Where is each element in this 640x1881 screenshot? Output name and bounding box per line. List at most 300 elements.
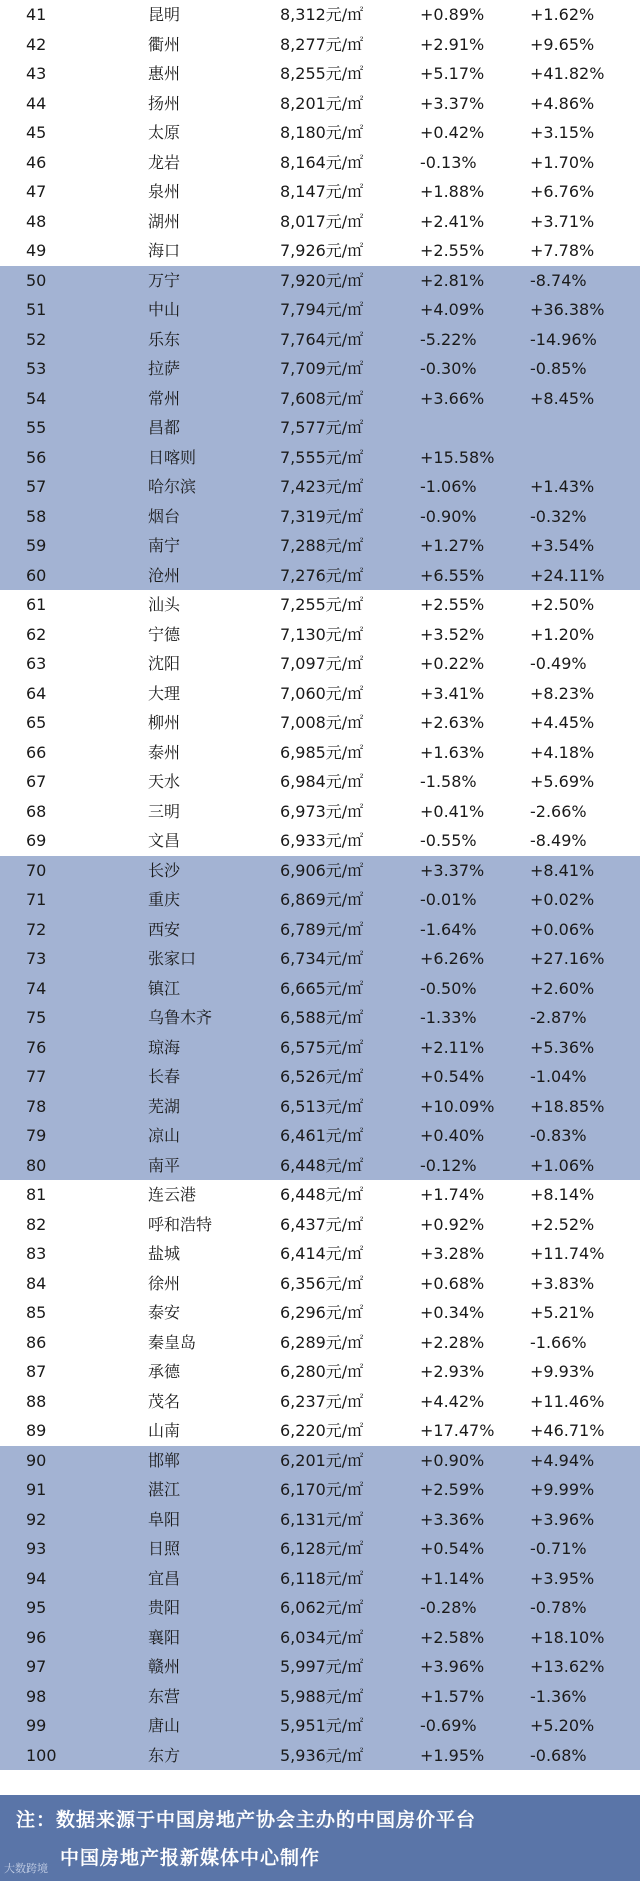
city-cell: 泰州 xyxy=(148,742,181,762)
table-row xyxy=(0,472,640,502)
table-row xyxy=(0,59,640,89)
city-cell: 连云港 xyxy=(148,1185,197,1204)
month-change-cell: +2.63% xyxy=(420,713,485,732)
month-change-cell: +1.74% xyxy=(420,1185,485,1204)
year-change-cell: +4.86% xyxy=(530,93,595,113)
year-change-cell: +46.71% xyxy=(530,1421,605,1440)
month-change-cell: -0.55% xyxy=(420,831,477,850)
year-change-cell: +36.38% xyxy=(530,300,605,319)
table-row xyxy=(0,413,640,443)
month-change-cell: +2.55% xyxy=(420,595,485,614)
price-cell: 6,869元/㎡ xyxy=(280,890,364,909)
table-row xyxy=(0,1121,640,1151)
month-change-cell: -0.90% xyxy=(420,506,477,526)
city-cell: 西安 xyxy=(148,919,181,939)
year-change-cell: +5.36% xyxy=(530,1037,595,1057)
city-cell: 唐山 xyxy=(148,1716,181,1735)
year-change-cell: -14.96% xyxy=(530,329,597,349)
rank-cell: 65 xyxy=(26,713,47,732)
year-change-cell: +4.94% xyxy=(530,1450,595,1470)
table-row xyxy=(0,1475,640,1505)
price-cell: 6,237元/㎡ xyxy=(280,1391,364,1411)
month-change-cell: +3.96% xyxy=(420,1657,485,1676)
price-cell: 6,448元/㎡ xyxy=(280,1155,364,1175)
month-change-cell: -1.06% xyxy=(420,477,477,496)
price-cell: 7,794元/㎡ xyxy=(280,300,364,319)
month-change-cell: +3.52% xyxy=(420,624,485,644)
year-change-cell: +11.74% xyxy=(530,1244,605,1263)
city-cell: 龙岩 xyxy=(148,152,181,172)
price-cell: 6,131元/㎡ xyxy=(280,1509,364,1529)
table-row xyxy=(0,1534,640,1564)
price-cell: 7,423元/㎡ xyxy=(280,477,364,496)
city-cell: 长沙 xyxy=(148,860,181,880)
table-row xyxy=(0,0,640,30)
month-change-cell: +6.26% xyxy=(420,949,485,968)
source-note: 注：数据来源于中国房地产协会主办的中国房价平台 xyxy=(16,1809,477,1831)
city-cell: 阜阳 xyxy=(148,1509,181,1529)
city-cell: 日喀则 xyxy=(148,447,197,467)
city-cell: 昆明 xyxy=(148,5,181,24)
month-change-cell: -0.69% xyxy=(420,1716,477,1735)
month-change-cell: -0.12% xyxy=(420,1155,477,1175)
city-cell: 汕头 xyxy=(148,595,181,614)
rank-cell: 87 xyxy=(26,1362,47,1381)
month-change-cell: -0.30% xyxy=(420,359,477,378)
price-cell: 7,555元/㎡ xyxy=(280,447,364,467)
city-cell: 湛江 xyxy=(148,1480,181,1499)
city-cell: 宜昌 xyxy=(148,1568,181,1588)
price-cell: 6,665元/㎡ xyxy=(280,978,364,998)
year-change-cell: +13.62% xyxy=(530,1657,605,1676)
price-cell: 8,180元/㎡ xyxy=(280,123,364,142)
year-change-cell: +1.20% xyxy=(530,624,595,644)
table-row xyxy=(0,1328,640,1358)
table-row xyxy=(0,649,640,679)
month-change-cell: +6.55% xyxy=(420,565,485,585)
price-cell: 6,062元/㎡ xyxy=(280,1598,364,1617)
watermark: 大数跨境 xyxy=(4,1862,48,1875)
rank-cell: 60 xyxy=(26,565,47,585)
price-cell: 6,906元/㎡ xyxy=(280,860,364,880)
rank-cell: 45 xyxy=(26,123,47,142)
price-cell: 5,936元/㎡ xyxy=(280,1745,364,1765)
city-cell: 长春 xyxy=(148,1067,181,1086)
price-cell: 7,319元/㎡ xyxy=(280,506,364,526)
month-change-cell: +0.42% xyxy=(420,123,485,142)
price-cell: 6,220元/㎡ xyxy=(280,1421,364,1440)
price-cell: 6,575元/㎡ xyxy=(280,1037,364,1057)
city-cell: 凉山 xyxy=(148,1126,181,1145)
rank-cell: 77 xyxy=(26,1067,47,1086)
city-cell: 赣州 xyxy=(148,1657,181,1676)
price-cell: 7,008元/㎡ xyxy=(280,713,364,732)
month-change-cell: -1.33% xyxy=(420,1008,477,1027)
year-change-cell: +18.10% xyxy=(530,1627,605,1647)
rank-cell: 67 xyxy=(26,772,47,791)
price-cell: 7,097元/㎡ xyxy=(280,654,364,673)
table-row xyxy=(0,826,640,856)
rank-cell: 94 xyxy=(26,1568,47,1588)
year-change-cell: -0.83% xyxy=(530,1126,587,1145)
month-change-cell: -1.64% xyxy=(420,919,477,939)
table-row xyxy=(0,1151,640,1181)
rank-cell: 100 xyxy=(26,1745,57,1765)
year-change-cell: -0.49% xyxy=(530,654,587,673)
year-change-cell: +1.62% xyxy=(530,5,595,24)
year-change-cell: -2.87% xyxy=(530,1008,587,1027)
table-row xyxy=(0,295,640,325)
table-row xyxy=(0,708,640,738)
price-cell: 7,130元/㎡ xyxy=(280,624,364,644)
price-cell: 6,437元/㎡ xyxy=(280,1214,364,1234)
city-cell: 衢州 xyxy=(148,34,181,54)
city-cell: 盐城 xyxy=(148,1244,181,1263)
price-cell: 6,588元/㎡ xyxy=(280,1008,364,1027)
table-row xyxy=(0,207,640,237)
year-change-cell: +3.96% xyxy=(530,1509,595,1529)
city-cell: 东方 xyxy=(148,1745,181,1765)
table-row xyxy=(0,236,640,266)
month-change-cell: +2.55% xyxy=(420,241,485,260)
rank-cell: 44 xyxy=(26,93,47,113)
city-cell: 海口 xyxy=(148,241,181,260)
month-change-cell: +2.59% xyxy=(420,1480,485,1499)
table-row xyxy=(0,1180,640,1210)
month-change-cell: +3.28% xyxy=(420,1244,485,1263)
price-cell: 5,951元/㎡ xyxy=(280,1716,364,1735)
rank-cell: 72 xyxy=(26,919,47,939)
rank-cell: 56 xyxy=(26,447,47,467)
city-cell: 秦皇岛 xyxy=(148,1332,197,1352)
table-row xyxy=(0,1239,640,1269)
city-cell: 昌都 xyxy=(148,418,181,437)
price-cell: 8,255元/㎡ xyxy=(280,64,364,83)
city-cell: 茂名 xyxy=(148,1391,181,1411)
rank-cell: 74 xyxy=(26,978,47,998)
table-row xyxy=(0,738,640,768)
price-cell: 7,764元/㎡ xyxy=(280,329,364,349)
table-row xyxy=(0,30,640,60)
city-cell: 湖州 xyxy=(148,211,181,231)
price-cell: 6,984元/㎡ xyxy=(280,772,364,791)
month-change-cell: -0.01% xyxy=(420,890,477,909)
city-cell: 常州 xyxy=(148,388,181,408)
rank-cell: 63 xyxy=(26,654,47,673)
table-row xyxy=(0,531,640,561)
city-cell: 泉州 xyxy=(148,182,181,201)
rank-cell: 71 xyxy=(26,890,47,909)
table-row xyxy=(0,944,640,974)
price-cell: 6,128元/㎡ xyxy=(280,1539,364,1558)
rank-cell: 49 xyxy=(26,241,47,260)
city-cell: 山南 xyxy=(148,1421,181,1440)
month-change-cell: +15.58% xyxy=(420,447,495,467)
year-change-cell: +11.46% xyxy=(530,1391,605,1411)
table-row xyxy=(0,1623,640,1653)
city-cell: 文昌 xyxy=(148,831,181,850)
rank-cell: 50 xyxy=(26,270,47,290)
month-change-cell: +2.41% xyxy=(420,211,485,231)
price-cell: 6,296元/㎡ xyxy=(280,1303,364,1322)
city-cell: 天水 xyxy=(148,772,181,791)
rank-cell: 93 xyxy=(26,1539,47,1558)
price-cell: 6,513元/㎡ xyxy=(280,1096,364,1116)
price-cell: 8,147元/㎡ xyxy=(280,182,364,201)
month-change-cell: +2.58% xyxy=(420,1627,485,1647)
table-row xyxy=(0,443,640,473)
year-change-cell: +7.78% xyxy=(530,241,595,260)
rank-cell: 99 xyxy=(26,1716,47,1735)
rank-cell: 69 xyxy=(26,831,47,850)
rank-cell: 54 xyxy=(26,388,47,408)
year-change-cell: -1.66% xyxy=(530,1332,587,1352)
month-change-cell: +3.41% xyxy=(420,683,485,703)
rank-cell: 70 xyxy=(26,860,47,880)
price-cell: 6,933元/㎡ xyxy=(280,831,364,850)
rank-cell: 52 xyxy=(26,329,47,349)
year-change-cell: +9.99% xyxy=(530,1480,595,1499)
year-change-cell: -0.68% xyxy=(530,1745,587,1765)
table-row xyxy=(0,1416,640,1446)
price-cell: 7,276元/㎡ xyxy=(280,565,364,585)
table-row xyxy=(0,1033,640,1063)
year-change-cell: +1.70% xyxy=(530,152,595,172)
price-cell: 7,926元/㎡ xyxy=(280,241,364,260)
month-change-cell: +0.54% xyxy=(420,1539,485,1558)
month-change-cell: -0.13% xyxy=(420,152,477,172)
price-cell: 6,414元/㎡ xyxy=(280,1244,364,1263)
source-note-footer xyxy=(0,1795,640,1881)
year-change-cell: +9.93% xyxy=(530,1362,595,1381)
rank-cell: 78 xyxy=(26,1096,47,1116)
price-cell: 8,017元/㎡ xyxy=(280,211,364,231)
year-change-cell: +8.45% xyxy=(530,388,595,408)
month-change-cell: +3.66% xyxy=(420,388,485,408)
price-cell: 6,985元/㎡ xyxy=(280,742,364,762)
month-change-cell: +1.27% xyxy=(420,536,485,555)
year-change-cell: +27.16% xyxy=(530,949,605,968)
city-cell: 泰安 xyxy=(148,1303,181,1322)
month-change-cell: +5.17% xyxy=(420,64,485,83)
year-change-cell: +2.52% xyxy=(530,1214,595,1234)
price-cell: 6,789元/㎡ xyxy=(280,919,364,939)
rank-cell: 96 xyxy=(26,1627,47,1647)
year-change-cell: -0.78% xyxy=(530,1598,587,1617)
rank-cell: 88 xyxy=(26,1391,47,1411)
city-cell: 扬州 xyxy=(148,93,181,113)
year-change-cell: +8.41% xyxy=(530,860,595,880)
year-change-cell: +3.54% xyxy=(530,536,595,555)
price-cell: 7,060元/㎡ xyxy=(280,683,364,703)
month-change-cell: +0.90% xyxy=(420,1450,485,1470)
city-cell: 乌鲁木齐 xyxy=(148,1008,213,1027)
month-change-cell: +2.11% xyxy=(420,1037,485,1057)
table-row xyxy=(0,561,640,591)
rank-cell: 97 xyxy=(26,1657,47,1676)
city-cell: 南平 xyxy=(148,1155,181,1175)
month-change-cell: -0.50% xyxy=(420,978,477,998)
month-change-cell: +0.41% xyxy=(420,801,485,821)
rank-cell: 81 xyxy=(26,1185,47,1204)
table-row xyxy=(0,1062,640,1092)
rank-cell: 90 xyxy=(26,1450,47,1470)
city-cell: 襄阳 xyxy=(148,1627,181,1647)
year-change-cell: +1.43% xyxy=(530,477,595,496)
rank-cell: 43 xyxy=(26,64,47,83)
rank-cell: 75 xyxy=(26,1008,47,1027)
year-change-cell: +5.21% xyxy=(530,1303,595,1322)
month-change-cell: +0.34% xyxy=(420,1303,485,1322)
rank-cell: 98 xyxy=(26,1686,47,1706)
price-cell: 6,461元/㎡ xyxy=(280,1126,364,1145)
city-cell: 拉萨 xyxy=(148,359,181,378)
rank-cell: 66 xyxy=(26,742,47,762)
rank-cell: 48 xyxy=(26,211,47,231)
table-row xyxy=(0,885,640,915)
rank-cell: 76 xyxy=(26,1037,47,1057)
month-change-cell: +1.63% xyxy=(420,742,485,762)
city-cell: 芜湖 xyxy=(148,1096,181,1116)
table-row xyxy=(0,767,640,797)
city-cell: 柳州 xyxy=(148,713,181,732)
year-change-cell: +6.76% xyxy=(530,182,595,201)
table-row xyxy=(0,118,640,148)
month-change-cell: +1.88% xyxy=(420,182,485,201)
month-change-cell: +3.37% xyxy=(420,93,485,113)
table-row xyxy=(0,1298,640,1328)
table-row xyxy=(0,1387,640,1417)
price-cell: 7,255元/㎡ xyxy=(280,595,364,614)
year-change-cell: +3.71% xyxy=(530,211,595,231)
rank-cell: 53 xyxy=(26,359,47,378)
city-cell: 沈阳 xyxy=(148,654,181,673)
price-cell: 6,526元/㎡ xyxy=(280,1067,364,1086)
city-cell: 沧州 xyxy=(148,565,181,585)
month-change-cell: +0.68% xyxy=(420,1273,485,1293)
city-cell: 东营 xyxy=(148,1686,181,1706)
price-cell: 6,734元/㎡ xyxy=(280,949,364,968)
month-change-cell: +2.91% xyxy=(420,34,485,54)
rank-cell: 42 xyxy=(26,34,47,54)
year-change-cell: +8.14% xyxy=(530,1185,595,1204)
city-cell: 琼海 xyxy=(148,1037,181,1057)
table-row xyxy=(0,1682,640,1712)
table-row xyxy=(0,679,640,709)
rank-cell: 62 xyxy=(26,624,47,644)
city-cell: 烟台 xyxy=(148,506,181,526)
table-row xyxy=(0,1446,640,1476)
rank-cell: 89 xyxy=(26,1421,47,1440)
year-change-cell: +3.95% xyxy=(530,1568,595,1588)
price-cell: 6,280元/㎡ xyxy=(280,1362,364,1381)
year-change-cell: +24.11% xyxy=(530,565,605,585)
rank-cell: 83 xyxy=(26,1244,47,1263)
table-row xyxy=(0,384,640,414)
price-cell: 6,201元/㎡ xyxy=(280,1450,364,1470)
price-cell: 7,608元/㎡ xyxy=(280,388,364,408)
rank-cell: 46 xyxy=(26,152,47,172)
city-cell: 徐州 xyxy=(148,1273,181,1293)
price-cell: 8,312元/㎡ xyxy=(280,5,364,24)
price-cell: 6,034元/㎡ xyxy=(280,1627,364,1647)
price-cell: 5,988元/㎡ xyxy=(280,1686,364,1706)
price-cell: 7,709元/㎡ xyxy=(280,359,364,378)
city-cell: 万宁 xyxy=(148,270,181,290)
month-change-cell: +3.37% xyxy=(420,860,485,880)
table-row xyxy=(0,177,640,207)
year-change-cell: +3.15% xyxy=(530,123,595,142)
table-row xyxy=(0,502,640,532)
year-change-cell: -1.04% xyxy=(530,1067,587,1086)
rank-cell: 41 xyxy=(26,5,47,24)
year-change-cell: +3.83% xyxy=(530,1273,595,1293)
table-row xyxy=(0,1269,640,1299)
table-row xyxy=(0,1505,640,1535)
table-row xyxy=(0,354,640,384)
city-cell: 呼和浩特 xyxy=(148,1214,213,1234)
year-change-cell: -0.71% xyxy=(530,1539,587,1558)
month-change-cell: -1.58% xyxy=(420,772,477,791)
rank-cell: 73 xyxy=(26,949,47,968)
year-change-cell: +41.82% xyxy=(530,64,605,83)
table-row xyxy=(0,148,640,178)
table-row xyxy=(0,325,640,355)
month-change-cell: +4.42% xyxy=(420,1391,485,1411)
price-cell: 8,277元/㎡ xyxy=(280,34,364,54)
month-change-cell: +17.47% xyxy=(420,1421,495,1440)
table-row xyxy=(0,1652,640,1682)
table-row xyxy=(0,1711,640,1741)
city-cell: 大理 xyxy=(148,683,181,703)
rank-cell: 58 xyxy=(26,506,47,526)
table-row xyxy=(0,1357,640,1387)
month-change-cell: +2.28% xyxy=(420,1332,485,1352)
month-change-cell: +1.57% xyxy=(420,1686,485,1706)
year-change-cell: +0.06% xyxy=(530,919,595,939)
price-cell: 7,920元/㎡ xyxy=(280,270,364,290)
year-change-cell: -1.36% xyxy=(530,1686,587,1706)
year-change-cell: -0.85% xyxy=(530,359,587,378)
table-row xyxy=(0,266,640,296)
price-cell: 8,201元/㎡ xyxy=(280,93,364,113)
year-change-cell: +1.06% xyxy=(530,1155,595,1175)
rank-cell: 95 xyxy=(26,1598,47,1617)
year-change-cell: +0.02% xyxy=(530,890,595,909)
rank-cell: 61 xyxy=(26,595,47,614)
city-cell: 中山 xyxy=(148,300,181,319)
table-row xyxy=(0,89,640,119)
rank-cell: 47 xyxy=(26,182,47,201)
producer-note: 中国房地产报新媒体中心制作 xyxy=(60,1847,321,1869)
month-change-cell: +4.09% xyxy=(420,300,485,319)
year-change-cell: +18.85% xyxy=(530,1096,605,1116)
month-change-cell: -0.28% xyxy=(420,1598,477,1617)
year-change-cell: -8.49% xyxy=(530,831,587,850)
month-change-cell: +0.22% xyxy=(420,654,485,673)
rank-cell: 68 xyxy=(26,801,47,821)
city-cell: 邯郸 xyxy=(148,1450,181,1470)
month-change-cell: +1.95% xyxy=(420,1745,485,1765)
month-change-cell: +0.40% xyxy=(420,1126,485,1145)
rank-cell: 86 xyxy=(26,1332,47,1352)
city-cell: 镇江 xyxy=(148,978,181,998)
month-change-cell: +0.54% xyxy=(420,1067,485,1086)
table-row xyxy=(0,1564,640,1594)
table-row xyxy=(0,1003,640,1033)
year-change-cell: +8.23% xyxy=(530,683,595,703)
table-row xyxy=(0,915,640,945)
